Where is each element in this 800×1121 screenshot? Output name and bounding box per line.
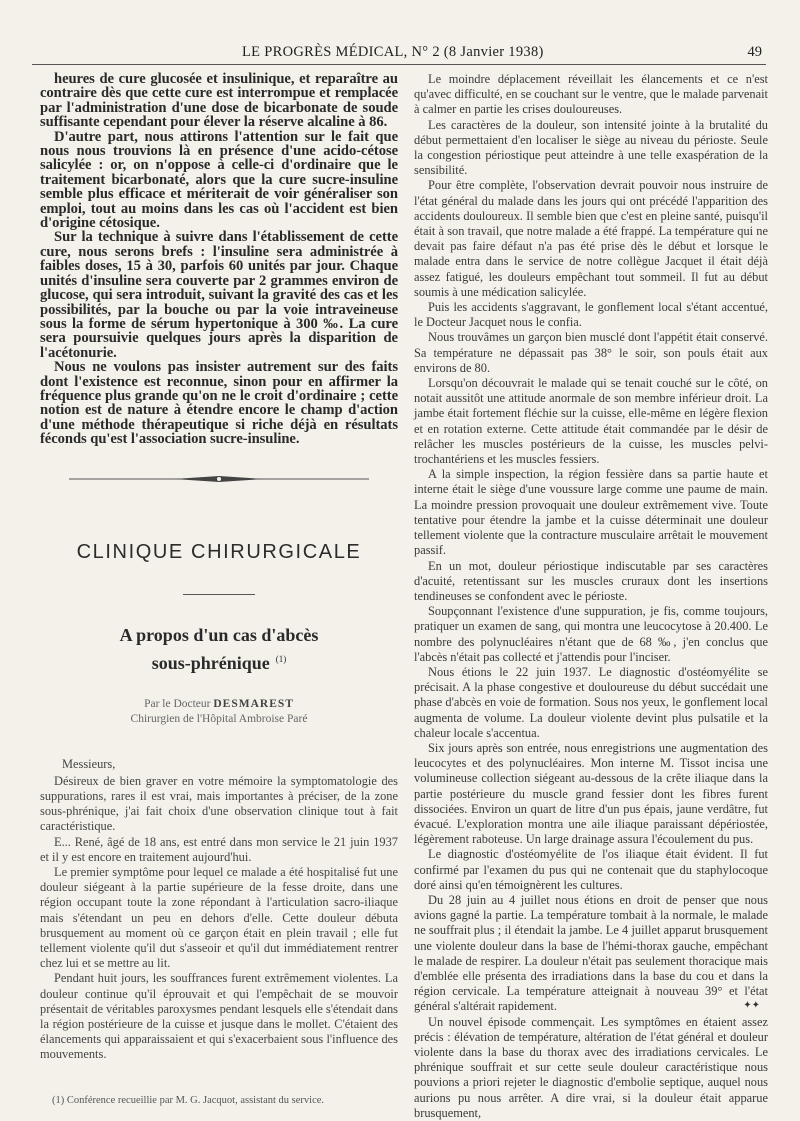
body-paragraph: A la simple inspection, la région fessière dans sa partie haute et interne était le siège d'une voussure large comme une paume de main. La moindre pression provoquait une douleur extrêmement vive. Toute tentative pour étendre la jambe et la cuisse déterminait une douleur tellement violente que la contracture musculaire arrêtait le mouvement passif. <box>414 467 768 558</box>
author-name: DESMAREST <box>213 697 294 710</box>
intro-text <box>40 72 398 447</box>
title-divider <box>183 594 255 595</box>
body-paragraph: Le moindre déplacement réveillait les élancements et ce n'est qu'avec difficulté, en se couchant sur le ventre, que le malade parvenait à calmer en partie les crises douloureuses. <box>414 72 768 117</box>
body-paragraph: Lorsqu'on découvrait le malade qui se tenait couché sur le côté, on notait aussitôt une attitude anormale de son membre inférieur droit. La jambe était fortement fléchie sur la cuisse, elle-même en légère flexion et en rotation externe. Cette attitude était commandée par le désir de relâcher les muscles postérieurs de la cuisse, les muscles pelvi-trochantériens et les muscles fessiers. <box>414 376 768 467</box>
byline-prefix: Par le Docteur <box>144 697 211 710</box>
article-title-line <box>40 647 398 675</box>
article-title <box>40 623 398 675</box>
byline <box>40 697 398 727</box>
body-paragraph: Le premier symptôme pour lequel ce malade a été hospitalisé fut une douleur siégeant à la partie supérieure de la fesse droite, dans une région occupant toute la zone répondant à l'articulation sacro-iliaque mais s'étendant un peu en dehors d'elle. Cette douleur débuta brusquement au moment où ce garçon était en plein travail ; elle fut tellement violente qu'il dut s'asseoir et qu'il dut immédiatement rentrer chez lui et se mettre au lit. <box>40 864 398 971</box>
section-heading: CLINIQUE CHIRURGICALE <box>76 540 362 563</box>
intro-paragraph: heures de cure glucosée et insulinique, et reparaître au contraire dès que cette cure est interrompue et remplacée par l'administration d'une dose de bicarbonate de soude suffisante cependant pour élever la réserve alcaline à 86. <box>40 71 398 131</box>
article-title-line: A propos d'un cas d'abcès <box>119 624 319 645</box>
body-paragraph: Six jours après son entrée, nous enregistrions une augmentation des leucocytes et des polynucléaires. Mon interne M. Tissot incisa une volumineuse collection siégeant au-dessous de la crête iliaque dans la partie postérieure du muscle grand fessier dont les fibres furent dissociées. Environ un quart de litre d'un pus épais, jaune verdâtre, fut évacué. L'exploration montra une aile iliaque paraissant dépériostée, légèrement raboteuse. Un large drainage assura l'écoulement du pus. <box>414 740 768 847</box>
body-paragraph: Les caractères de la douleur, son intensité jointe à la brutalité du début permettaient d'en localiser le siège au niveau du périoste. Seule la congestion périostique peut atteindre à une telle exaspération de la sensibilité. <box>414 117 768 178</box>
left-column <box>40 72 398 1106</box>
salutation: Messieurs, <box>62 756 116 771</box>
right-column <box>414 72 768 1121</box>
body-paragraph: Désireux de bien graver en votre mémoire la symptomatologie des suppurations, rares il est vrai, mais importantes à préciser, de la zone sous-phrénique, j'ai fait choix d'une observation clinique tout à fait caractéristique. <box>40 773 398 834</box>
running-header <box>32 40 766 65</box>
intro-paragraph: D'autre part, nous attirons l'attention sur le fait que nous nous trouvions là en présence d'une acido-cétose salicylée : or, on n'oppose à celle-ci d'ordinaire que le traitement bicarbonaté, alors que la cure sucre-insuline semble plus efficace et mériterait de voir généraliser son emploi, tout au moins dans les cas où l'accident est bien d'origine cétosique. <box>40 128 398 232</box>
body-paragraph: Le diagnostic d'ostéomyélite de l'os iliaque était évident. Il fut confirmé par l'examen du pus qui ne contenait que du staphylocoque doré ainsi qu'en témoignèrent les cultures. <box>414 847 768 892</box>
body-paragraph: Soupçonnant l'existence d'une suppuration, je fis, comme toujours, pratiquer un examen de sang, qui montra une leucocytose à 20.400. Le nombre des polynucléaires n'étant que de 68 ‰, j'en conclus que l'abcès n'était pas collecté et j'attendis pour l'inciser. <box>414 604 768 664</box>
journal-title: LE PROGRÈS MÉDICAL, N° 2 (8 Janvier 1938) <box>242 44 544 60</box>
body-paragraph: Nous trouvâmes un garçon bien musclé dont l'appétit était conservé. Sa température ne dépassait pas 38° le soir, son pouls était aux environs de 80. <box>414 330 768 375</box>
body-paragraph: E... René, âgé de 18 ans, est entré dans mon service le 21 juin 1937 et il y est encore en traitement aujourd'hui. <box>40 834 398 864</box>
end-ornament: ✦✦ <box>743 1000 760 1011</box>
footnote-marker: (1) <box>275 653 287 664</box>
body-paragraph: Du 28 juin au 4 juillet nous étions en droit de penser que nous avions gagné la partie. La température tombait à la normale, le malade ne souffrait plus ; il étendait la jambe. Le 4 juillet apparut brusquement une violente douleur dans la base de l'hémi-thorax gauche, empêchant le malade de respirer. La douleur n'était pas seulement thoracique mais d'emblée elle présenta des irradiations dans la base du cou et dans la région cervicale. La température atteignait à nouveau 39° et l'état général s'altérait rapidement. <box>414 892 768 1014</box>
body-paragraph: Pour être complète, l'observation devrait pouvoir nous instruire de l'état général du malade dans les jours qui ont précédé l'apparition des accidents douloureux. Il semble bien que c'est en pleine santé, puisqu'il était à son travail, que notre malade a été frappé. La température qui ne devait pas faire défaut n'a pas été prise dès le début et lorsque le malade entra dans le service de notre collègue Jacquet il était déjà assez fatigué, les douleurs empêchant tout sommeil. Il fut au début soumis à une médication salicylée. <box>414 178 768 299</box>
body-paragraph: Pendant huit jours, les souffrances furent extrêmement violentes. La douleur continue qu'il éprouvait et qui l'empêchait de se mouvoir présentait de véritables paroxysmes pendant lesquels elle s'étendait dans la région postérieure de la cuisse et jusque dans le mollet. C'étaient des élancements qui apparaissaient et qui s'exacerbaient sous l'influence des mouvements. <box>40 971 399 1062</box>
article-title-text: sous-phrénique <box>151 652 270 673</box>
article-body <box>40 757 398 1063</box>
body-paragraph: En un mot, douleur périostique indiscutable par ses caractères d'acuité, retentissant sur les muscles cruraux dont les insertions tendineuses se confondent avec le périoste. <box>414 558 768 603</box>
author-affiliation: Chirurgien de l'Hôpital Ambroise Paré <box>130 712 308 725</box>
divider-ornament <box>69 473 369 485</box>
intro-paragraph: Nous ne voulons pas insister autrement sur des faits dont l'existence est reconnue, sinon pour en affirmer la fréquence plus grande qu'on ne le croit d'ordinaire ; cette notion est de nature à étendre encore le champ d'action d'une méthode thérapeutique si riche déjà en résultats féconds qu'est l'association sucre-insuline. <box>40 359 398 448</box>
footnote: (1) Conférence recueillie par M. G. Jacquot, assistant du service. <box>52 1094 325 1106</box>
intro-paragraph: Sur la technique à suivre dans l'établissement de cette cure, nous serons brefs : l'insuline sera administrée à faibles doses, 15 à 30, parfois 60 unités par jour. Chaque unités d'insuline sera couverte par 2 grammes environ de glucose, qui sera introduit, suivant la gravité des cas et les possibilités, par la bouche ou par la voie intraveineuse sous la forme de sérum hypertonique à 300 ‰. La cure sera poursuivie quelques jours après la disparition de l'acétonurie. <box>40 229 398 361</box>
byline-line <box>40 697 398 712</box>
page-number: 49 <box>747 44 762 60</box>
body-paragraph: Nous étions le 22 juin 1937. Le diagnostic d'ostéomyélite se précisait. A la phase congestive et douloureuse du début succédait une phase d'abcès en voie de formation. Sous nos yeux, le gonflement local augmenta de volume. La douleur violente devint plus pulsatile et la chaleur locale s'accentua. <box>414 664 768 740</box>
body-paragraph: Puis les accidents s'aggravant, le gonflement local s'étant accentué, le Docteur Jacquet nous le confia. <box>414 300 768 330</box>
body-paragraph: Un nouvel épisode commençait. Les symptômes en étaient assez précis : élévation de température, altération de l'état général et douleur violente dans la base du thorax avec des irradiations cervicales. Le phrénique souffrait et sur cette seule douleur caractéristique nous pouvions a priori rejeter le diagnostic d'embolie septique, auquel nous aurions pu nous arrêter. A dire vrai, si la douleur était apparue brusquement, <box>414 1014 768 1120</box>
